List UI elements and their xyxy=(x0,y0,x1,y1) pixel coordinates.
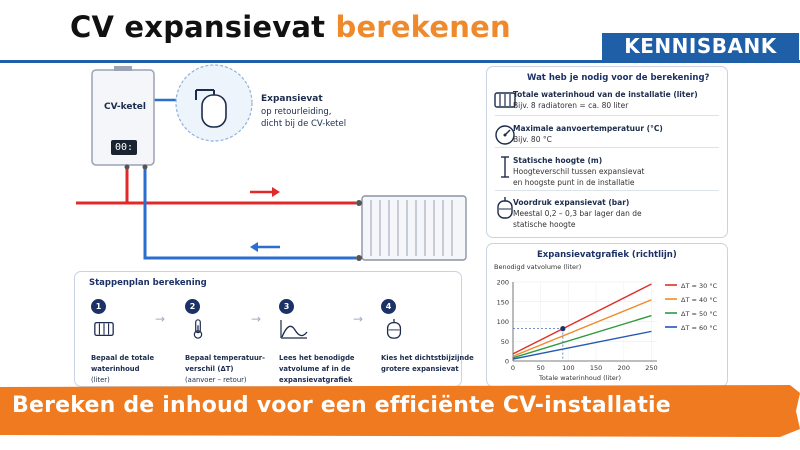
requirement-sub: Bijv. 8 radiatoren = ca. 80 liter xyxy=(513,101,629,110)
requirement-sub: Bijv. 80 °C xyxy=(513,135,552,144)
title-accent: berekenen xyxy=(335,10,511,44)
brand-badge: KENNISBANK xyxy=(602,33,799,60)
chart-ylabel: Benodigd vatvolume (liter) xyxy=(494,263,582,271)
step-text xyxy=(279,353,355,386)
supply-pipe xyxy=(76,165,356,203)
step-text xyxy=(185,353,265,386)
x-tick-label: 50 xyxy=(536,364,545,372)
step-line: (aanvoer – retour) xyxy=(185,376,247,384)
series-line xyxy=(513,300,651,356)
requirements-title: Wat heb je nodig voor de berekening? xyxy=(527,73,710,83)
step-line: Kies het dichtstbijzijnde xyxy=(381,354,474,362)
series-line xyxy=(513,316,651,358)
step-line: Bepaal de totale xyxy=(91,354,155,362)
requirement-title: Maximale aanvoertemperatuur (°C) xyxy=(513,124,663,133)
requirement-title: Statische hoogte (m) xyxy=(513,156,603,165)
chart-xlabel: Totale waterinhoud (liter) xyxy=(539,374,622,382)
boiler xyxy=(92,66,154,170)
requirements-panel xyxy=(486,66,728,238)
step-arrow-icon: → xyxy=(353,312,364,326)
step-line: Bepaal temperatuur- xyxy=(185,354,265,362)
step-arrow-icon: → xyxy=(251,312,262,326)
radiator-icon xyxy=(93,318,115,340)
requirement-title: Totale waterinhoud van de installatie (liter) xyxy=(513,90,698,99)
requirement-item xyxy=(487,193,727,239)
step-arrow-icon: → xyxy=(155,312,166,326)
legend-entry: ΔT = 60 °C xyxy=(681,324,718,332)
boiler-display: 00: xyxy=(115,142,134,153)
x-tick-label: 250 xyxy=(645,364,658,372)
banner-text: Bereken de inhoud voor een efficiënte CV-installatie xyxy=(12,393,671,418)
chart-title: Expansievatgrafiek (richtlijn) xyxy=(537,250,677,260)
y-tick-label: 100 xyxy=(496,318,509,326)
marker-point xyxy=(560,326,565,331)
step-line: (liter) xyxy=(91,376,110,384)
step-number: 1 xyxy=(91,299,106,314)
legend-entry: ΔT = 30 °C xyxy=(681,282,718,290)
x-tick-label: 0 xyxy=(510,364,516,372)
step-line: vatvolume af in de xyxy=(279,365,351,373)
series-line xyxy=(513,331,651,359)
chart-panel xyxy=(486,243,728,387)
step-line: Lees het benodigde xyxy=(279,354,355,362)
x-tick-label: 100 xyxy=(562,364,575,372)
step-line: verschil (ΔT) xyxy=(185,365,234,373)
step-number: 2 xyxy=(185,299,200,314)
return-flow-arrow xyxy=(250,242,280,252)
step-number: 3 xyxy=(279,299,294,314)
step-number: 4 xyxy=(381,299,396,314)
vessel-title: Expansievat xyxy=(261,94,323,104)
steps-title: Stappenplan berekening xyxy=(89,278,207,288)
step-text xyxy=(91,353,154,386)
y-tick-label: 200 xyxy=(496,278,509,287)
x-tick-label: 150 xyxy=(589,364,603,372)
legend-entry: ΔT = 50 °C xyxy=(681,310,718,318)
divider xyxy=(495,147,719,148)
step-line: waterinhoud xyxy=(91,365,140,373)
vessel-sub-1: op retourleiding, xyxy=(261,107,332,117)
requirement-sub: statische hoogte xyxy=(513,220,576,229)
radiator xyxy=(356,196,466,261)
step-text xyxy=(381,353,474,375)
thermometer-icon xyxy=(187,318,209,340)
boiler-label: CV-ketel xyxy=(104,102,146,112)
steps-panel xyxy=(74,271,474,387)
curve-icon xyxy=(279,318,309,340)
x-tick-label: 200 xyxy=(617,364,630,372)
step-line: grotere expansievat xyxy=(381,365,459,373)
series-line xyxy=(513,284,651,354)
expansion-vessel xyxy=(176,65,252,141)
requirement-sub: Meestal 0,2 – 0,3 bar lager dan de xyxy=(513,209,642,218)
requirement-sub: Hoogteverschil tussen expansievat xyxy=(513,167,645,176)
vessel-sub-2: dicht bij de CV-ketel xyxy=(261,119,347,129)
vessel-icon xyxy=(383,318,405,340)
y-tick-label: 150 xyxy=(496,298,509,307)
divider xyxy=(495,115,719,116)
y-tick-label: 0 xyxy=(504,357,509,366)
legend-entry: ΔT = 40 °C xyxy=(681,296,718,304)
divider xyxy=(495,190,719,191)
y-tick-label: 50 xyxy=(500,337,509,346)
requirement-title: Voordruk expansievat (bar) xyxy=(513,198,630,207)
step-line: expansievatgrafiek xyxy=(279,376,353,384)
requirement-sub: en hoogste punt in de installatie xyxy=(513,178,635,187)
supply-flow-arrow xyxy=(250,187,280,197)
title-main: CV expansievat xyxy=(70,10,336,44)
